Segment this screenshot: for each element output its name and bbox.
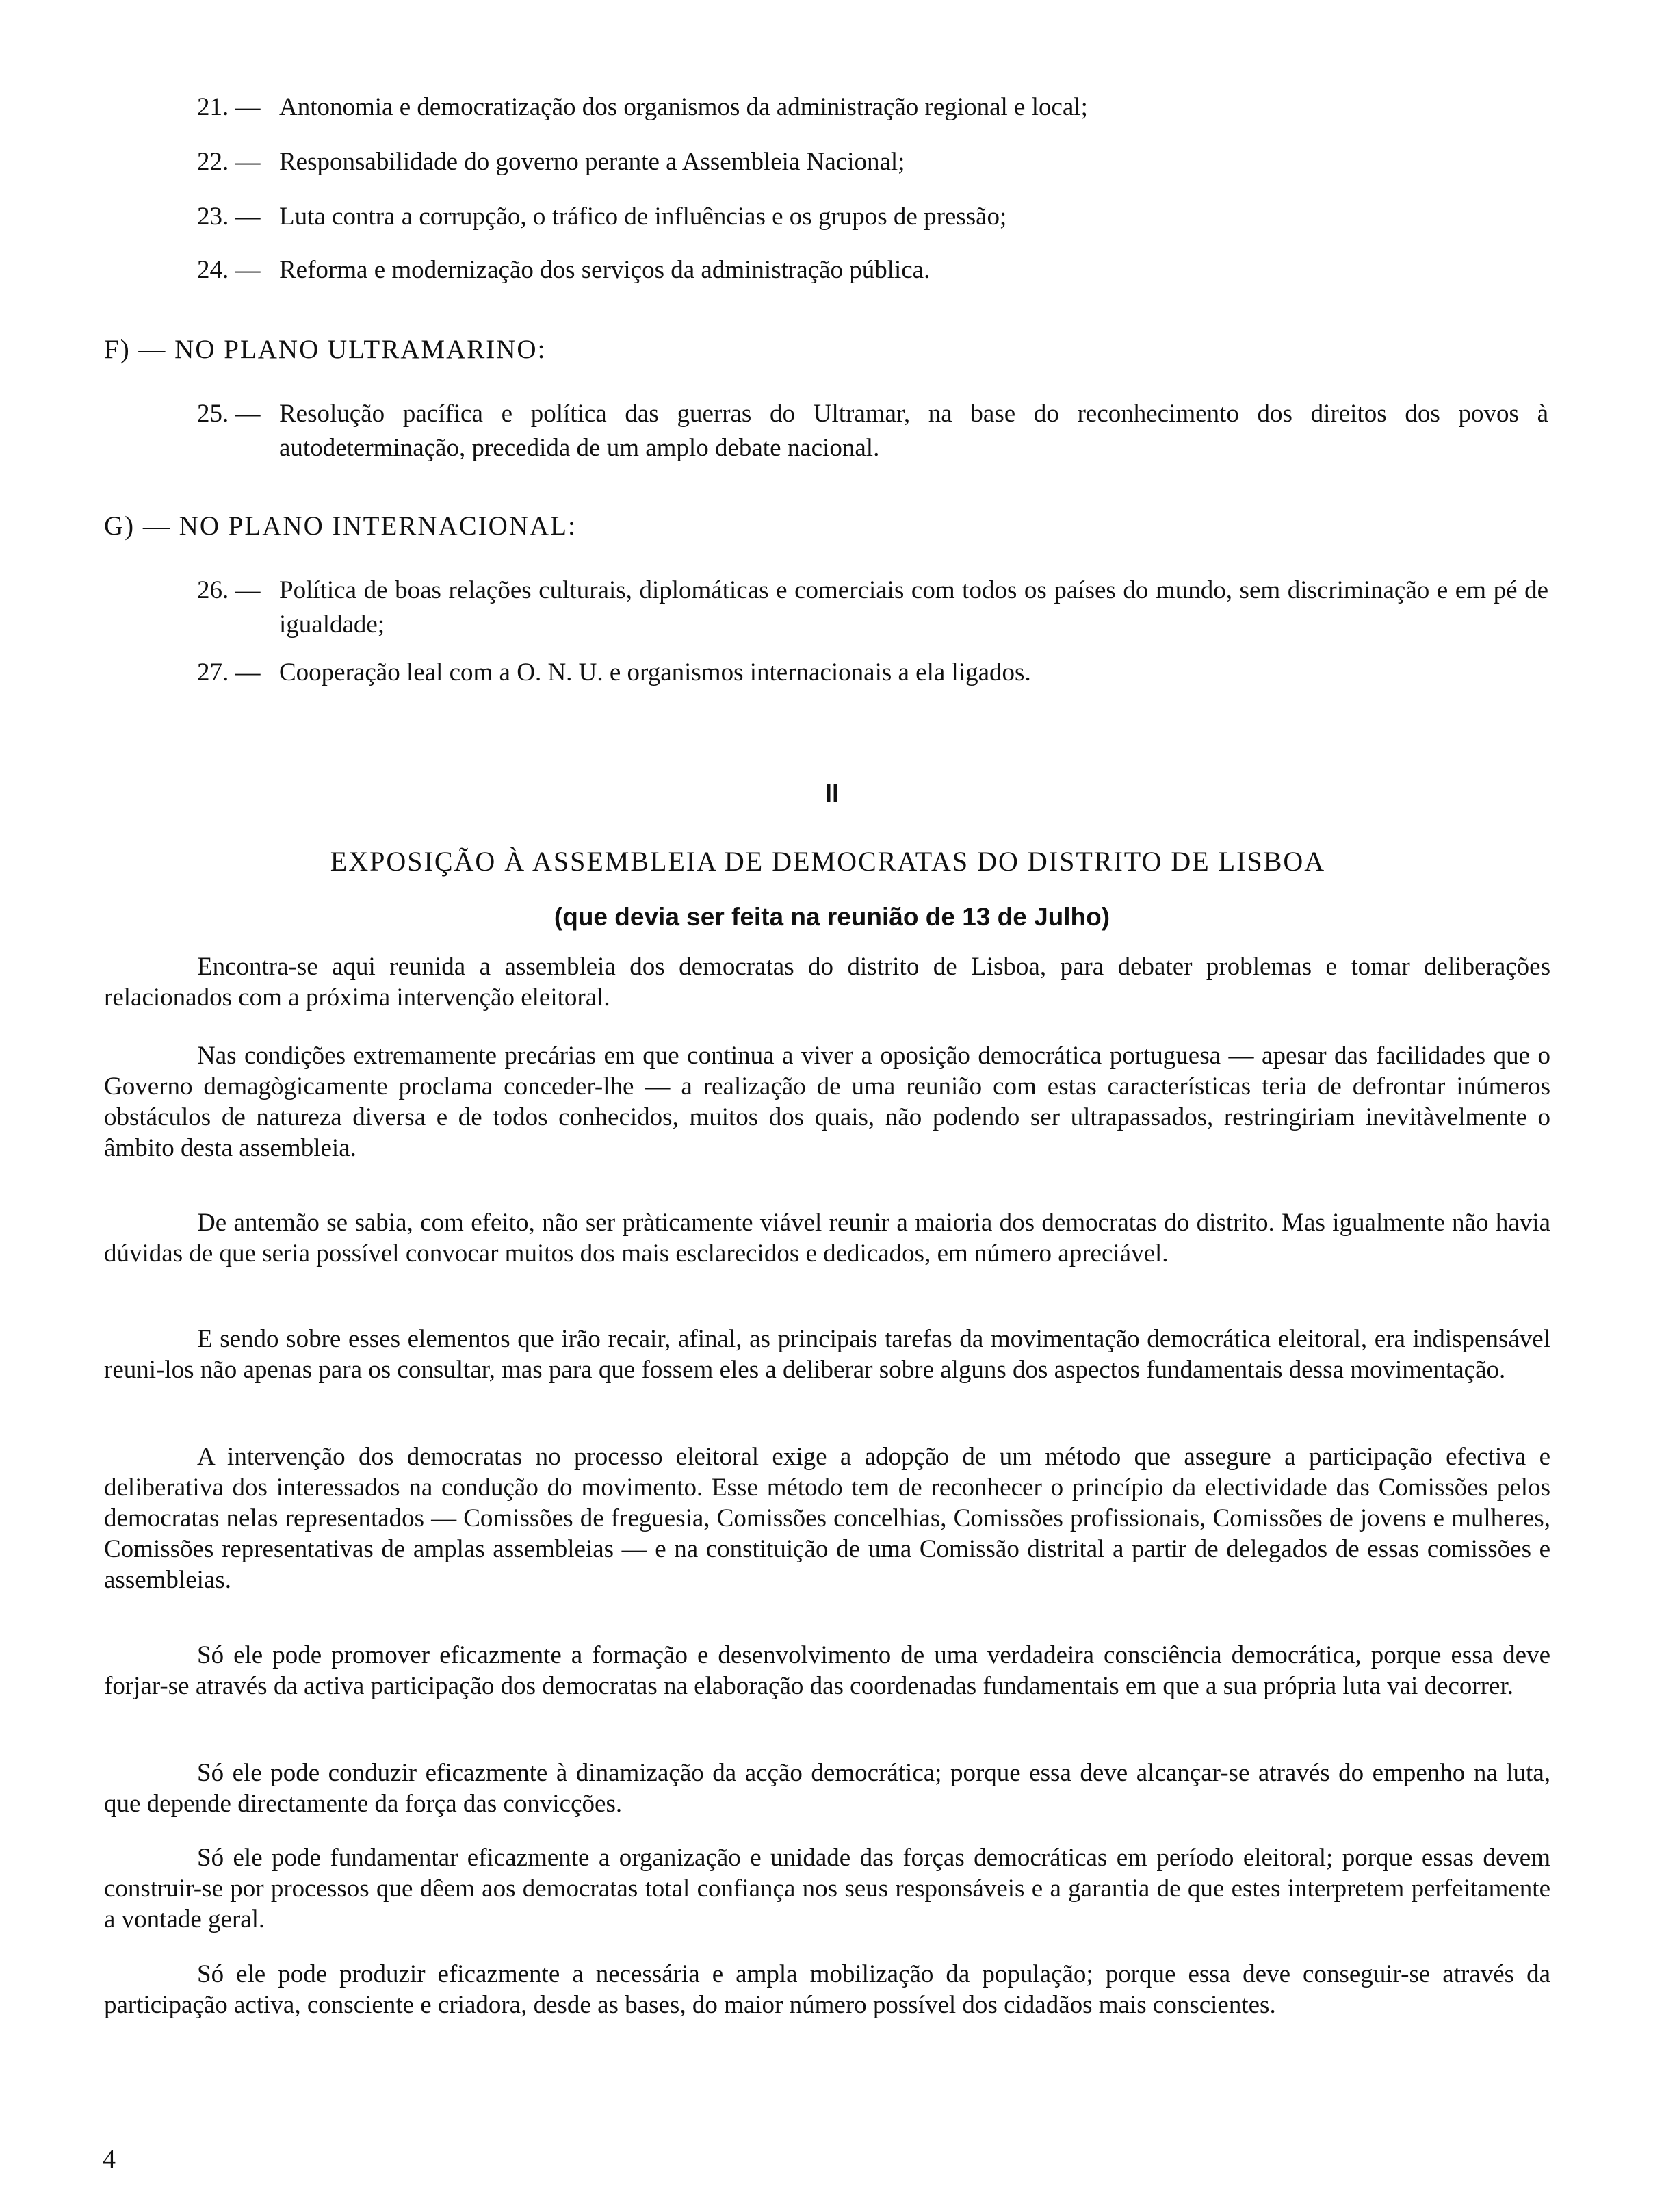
item-number: 24. —	[197, 256, 261, 284]
paragraph: Nas condições extremamente precárias em que continua a viver a oposição democrática portuguesa — apesar das facilidades que o Governo demagògicamente proclama conceder-lhe — a realização de uma reunião com estas características teria de defrontar inúmeros obstáculos de natureza diversa e de todos conhecidos, muitos dos quais, não podendo ser ultrapassados, restringiriam inevitàvelmente o âmbito desta assembleia.	[104, 1042, 1550, 1162]
item-text: Política de boas relações culturais, diplomáticas e comerciais com todos os países do mundo, sem discriminação e em pé de igualdade;	[279, 576, 1548, 639]
item-text: Responsabilidade do governo perante a Assembleia Nacional;	[279, 148, 905, 176]
item-number: 25. —	[197, 400, 261, 428]
paragraph: Encontra-se aqui reunida a assembleia dos democratas do distrito de Lisboa, para debater problemas e tomar deliberações relacionados com a próxima intervenção eleitoral.	[104, 953, 1550, 1012]
paragraph: Só ele pode produzir eficazmente a necessária e ampla mobilização da população; porque essa deve conseguir-se através da participação activa, consciente e criadora, desde as bases, do maior número possível dos cidadãos mais conscientes.	[104, 1960, 1550, 2019]
item-text: Resolução pacífica e política das guerras do Ultramar, na base do reconhecimento dos direitos dos povos à autodeterminação, precedida de um amplo debate nacional.	[279, 400, 1548, 462]
paragraph: Só ele pode promover eficazmente a formação e desenvolvimento de uma verdadeira consciência democrática, porque essa deve forjar-se através da activa participação dos democratas na elaboração das coordenadas fundamentais em que a sua própria luta vai decorrer.	[104, 1641, 1550, 1700]
page-number: 4	[103, 2145, 116, 2174]
section-heading-ultramarino: F) — NO PLANO ULTRAMARINO:	[104, 335, 547, 364]
part-roman-numeral: II	[824, 780, 840, 808]
item-number: 27. —	[197, 658, 261, 686]
paragraph: De antemão se sabia, com efeito, não ser pràticamente viável reunir a maioria dos democratas do distrito. Mas igualmente não havia dúvidas de que seria possível convocar muitos dos mais esclarecidos e dedicados, em número apreciável.	[104, 1209, 1550, 1268]
item-number: 22. —	[197, 148, 261, 176]
item-text: Cooperação leal com a O. N. U. e organismos internacionais a ela ligados.	[279, 658, 1031, 686]
item-text: Luta contra a corrupção, o tráfico de influências e os grupos de pressão;	[279, 203, 1007, 231]
paragraph: Só ele pode conduzir eficazmente à dinamização da acção democrática; porque essa deve alcançar-se através do empenho na luta, que depende directamente da força das convicções.	[104, 1759, 1550, 1818]
part-title: EXPOSIÇÃO À ASSEMBLEIA DE DEMOCRATAS DO DISTRITO DE LISBOA	[330, 846, 1326, 877]
paragraph: E sendo sobre esses elementos que irão recair, afinal, as principais tarefas da movimentação democrática eleitoral, era indispensável reuni-los não apenas para os consultar, mas para que fossem eles a deliberar sobre alguns dos aspectos fundamentais dessa movimentação.	[104, 1325, 1550, 1384]
part-subtitle: (que devia ser feita na reunião de 13 de Julho)	[554, 903, 1110, 931]
section-heading-internacional: G) — NO PLANO INTERNACIONAL:	[104, 511, 577, 541]
item-number: 26. —	[197, 576, 261, 604]
paragraph: A intervenção dos democratas no processo eleitoral exige a adopção de um método que assegure a participação efectiva e deliberativa dos interessados na condução do movimento. Esse método tem de reconhecer o princípio da electividade das Comissões pelos democratas nelas representados — Comissões de freguesia, Comissões concelhias, Comissões profissionais, Comissões de jovens e mulheres, Comissões representativas de amplas assembleias — e na constituição de uma Comissão distrital a partir de delegados de essas comissões e assembleias.	[104, 1443, 1550, 1594]
item-number: 21. —	[197, 93, 261, 121]
item-number: 23. —	[197, 203, 261, 231]
item-text: Antonomia e democratização dos organismos da administração regional e local;	[279, 93, 1088, 121]
item-text: Reforma e modernização dos serviços da administração pública.	[279, 256, 931, 284]
paragraph: Só ele pode fundamentar eficazmente a organização e unidade das forças democráticas em período eleitoral; porque essas devem construir-se por processos que dêem aos democratas total confiança nos seus responsáveis e a garantia de que estes interpretem perfeitamente a vontade geral.	[104, 1844, 1550, 1933]
